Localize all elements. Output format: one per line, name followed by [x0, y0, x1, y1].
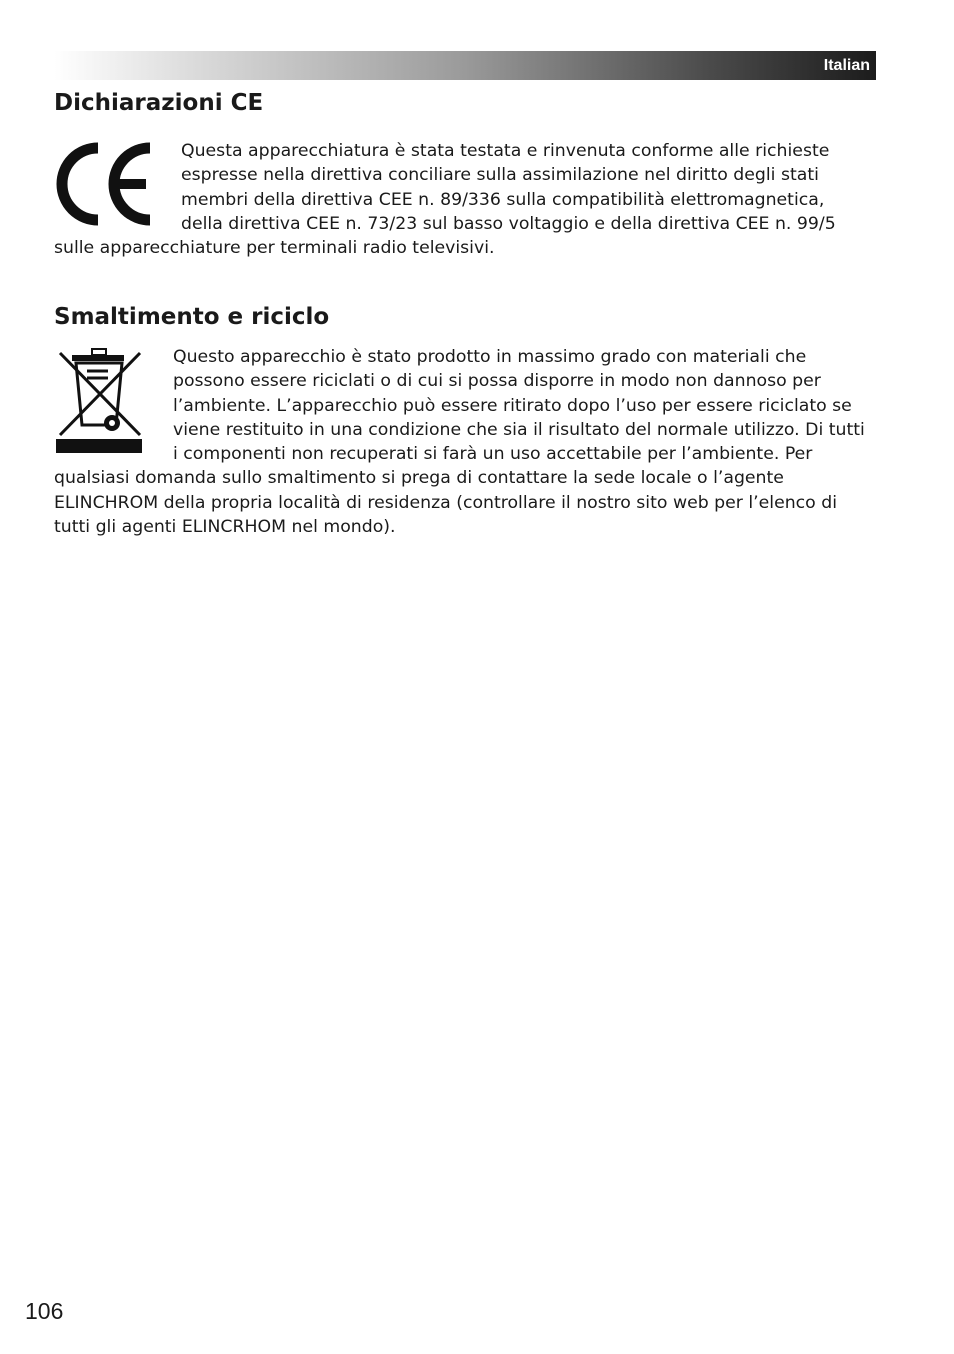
language-label: Italian — [823, 57, 870, 74]
recycling-title: Smaltimento e riciclo — [54, 304, 330, 330]
recycling-text: Questo apparecchio è stato prodotto in massimo grado con materiali che possono essere riciclati o di cui si possa disporre in modo non dannoso per l’ambiente. L’apparecchio può essere ritirato dopo l’uso per essere riciclato se viene restituito in una condizione che sia il risultato del normale utilizzo. Di tutti i componenti non recuperati si farà un uso accettabile per l’ambiente. Per qualsiasi domanda sullo smaltimento si prega di contattare la sede locale o l’agente ELINCHROM della propria località di residenza (controllare il nostro sito web per l’elenco di tutti gli agenti ELINCRHOM nel mondo). — [54, 347, 865, 538]
ce-declaration-text: Questa apparecchiatura è stata testata e rinvenuta conforme alle richieste espresse nella direttiva conciliare sulla assimilazione nel diritto degli stati membri della direttiva CEE n. 89/336 sulla compatibilità elettromagnetica, della direttiva CEE n. 73/23 sul basso voltaggio e della direttiva CEE n. 99/5 sulle apparecchiature per terminali radio televisivi. — [54, 141, 836, 259]
recycling-section — [54, 345, 868, 539]
language-header-bar — [54, 51, 876, 80]
page-number: 106 — [25, 1298, 64, 1324]
crossed-out-wheelie-bin-icon — [54, 345, 173, 466]
ce-declaration-title: Dichiarazioni CE — [54, 90, 264, 116]
ce-declaration-section — [54, 139, 868, 260]
ce-mark-icon — [54, 139, 181, 235]
